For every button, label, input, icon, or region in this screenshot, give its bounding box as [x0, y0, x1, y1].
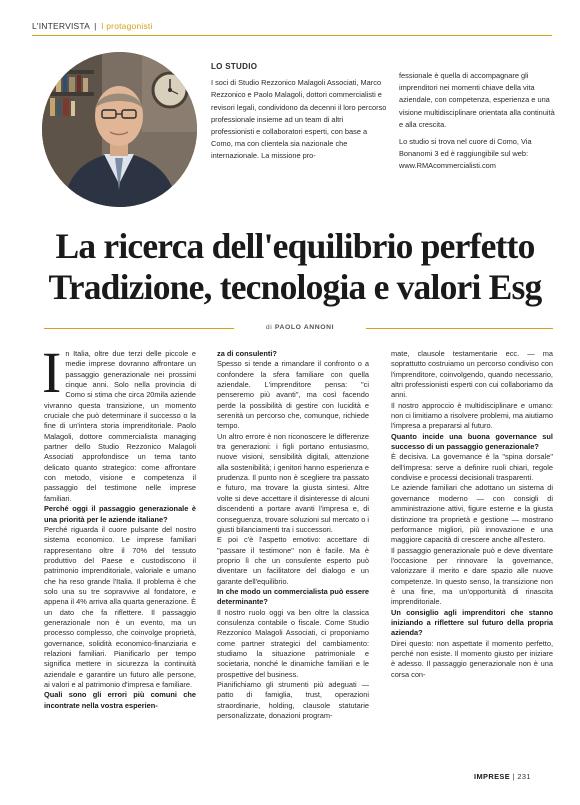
interview-answer: Il nostro approccio è multidisciplinare e umano: non ci limitiamo a risolvere problemi, ma aiutiamo l'impresa a prepararsi al futuro.	[391, 400, 553, 431]
article-column-2	[217, 349, 369, 721]
page-number: 231	[517, 772, 531, 781]
interview-question-continued: za di consulenti?	[217, 349, 277, 358]
interview-answer: Direi questo: non aspettate il momento perfetto, perché non esiste. Il momento giusto per iniziare è adesso. Il passaggio generazionale non è una corsa con-	[391, 638, 553, 679]
section-rule	[32, 35, 552, 36]
drop-cap: I	[42, 340, 62, 405]
section-label	[32, 21, 153, 31]
portrait-photo	[42, 52, 197, 207]
studio-box-text-1: I soci di Studio Rezzonico Malagoli Associati, Marco Rezzonico e Paolo Malagoli, dottori commercialisti e revisori legali, condividono da decenni il loro percorso professionale insieme ad un team di altri professionisti e collaboratori esperti, con base a Como, ma con clientela sia nazionale che internazionale. La missione pro-	[211, 78, 387, 161]
interview-answer: Pianifichiamo gli strumenti più adeguati — patto di famiglia, trust, operazioni straordinarie, holding, clausole statutarie personalizzate, donazioni program-	[217, 680, 369, 721]
interview-answer: È decisiva. La governance è la "spina dorsale" dell'impresa: serve a definire ruoli chiari, regole condivise e processi decisionali trasparenti.	[391, 452, 553, 483]
section-separator: |	[94, 21, 97, 31]
headline-line-2: Tradizione, tecnologia e valori Esg	[48, 267, 542, 307]
article-column-3	[391, 349, 553, 680]
interview-answer: Un altro errore è non riconoscere le differenze tra generazioni: i figli portano entusiasmo, nuove visioni, sensibilità digitali, attenzione alla sostenibilità; i genitori hanno esperienza e prudenza. Il punto non è scegliere tra passato e futuro, ma trovare la giusta sintesi. Altre volte si deve accettare il disinteresse di alcuni discendenti a portare avanti l'impresa e, di conseguenza, trovare soluzioni sul mercato o i giusti bilanciamenti tra i successori.	[217, 431, 369, 534]
studio-box-column-2	[399, 70, 559, 173]
interview-question: Quanto incide una buona governance sul successo di un passaggio generazionale?	[391, 431, 553, 452]
interview-answer: Perché riguarda il cuore pulsante del nostro sistema economico. Le imprese familiari rappresentano oltre il 70% del tessuto produttivo del Paese e custodiscono il patrimonio imprenditoriale, valoriale e umano che ha reso grande l'Italia. Il problema è che solo una su tre sopravvive al fondatore, e appena il 4% arriva alla quarta generazione. È un dato che fa riflettere. Il passaggio generazionale non è un evento, ma un processo complesso, che coinvolge proprietà, governance, solidità economico-finanziaria e relazioni familiari. Pianificarlo per tempo significa mettere in sicurezza la continuità aziendale e garantire un futuro alle persone, ai valori e al patrimonio d'impresa e familiare.	[44, 524, 196, 689]
byline-prefix: di	[265, 324, 273, 331]
byline-author: PAOLO ANNONI	[274, 324, 335, 331]
interview-answer: Il nostro ruolo oggi va ben oltre la classica consulenza contabile o fiscale. Come Studio Rezzonico Malagoli Associati, ci proponiamo come partner strategici del cambiamento: studiamo la situazione patrimoniale e societaria, nonché le dinamiche familiari e le prospettive del business.	[217, 607, 369, 679]
headline-line-1: La ricerca dell'equilibrio perfetto	[55, 226, 535, 266]
interview-answer: Il passaggio generazionale può e deve diventare l'occasione per rinnovare la governance, valorizzare il merito e dare spazio alle nuove competenze. In questo senso, la transizione non è una fine, ma un'opportunità di rinascita imprenditoriale.	[391, 545, 553, 607]
interview-question: Un consiglio agli imprenditori che stanno iniziando a riflettere sul futuro della propria azienda?	[391, 607, 553, 638]
interview-answer: mate, clausole testamentarie ecc. — ma soprattutto costruiamo un percorso condiviso con l'imprenditore, coinvolgendo, quando necessario, altri professionisti esperti con cui collaboriamo da anni.	[391, 349, 553, 400]
subsection-name: I protagonisti	[101, 21, 153, 31]
interview-question: Quali sono gli errori più comuni che incontrate nella vostra esperien-	[44, 690, 196, 710]
studio-box-text-3: Lo studio si trova nel cuore di Como, Via Bonanomi 3 ed è raggiungibile sul web: www.RMAcommercialisti.com	[399, 137, 532, 171]
interview-answer: E poi c'è l'aspetto emotivo: accettare di "passare il testimone" non è facile. Ma è proprio lì che un consulente esperto può diventare un facilitatore del dialogo e un garante dell'equilibrio.	[217, 535, 369, 586]
portrait-illustration	[42, 52, 197, 207]
footer-brand: IMPRESE	[474, 772, 511, 781]
studio-box-text-2: fessionale è quella di accompagnare gli imprenditori nei momenti chiave della vita aziendale, con competenza, esperienza e una visione multidisciplinare orientata alla continuità e alla crescita.	[399, 71, 555, 129]
byline	[230, 324, 370, 331]
headline	[30, 226, 560, 308]
footer-separator: |	[512, 772, 515, 781]
interview-question: Perché oggi il passaggio generazionale è una priorità per le aziende italiane?	[44, 504, 196, 524]
studio-box-title: LO STUDIO	[211, 62, 258, 71]
page-footer	[474, 772, 531, 781]
byline-rule-right	[366, 328, 553, 329]
byline-rule-left	[44, 328, 234, 329]
section-name: L'INTERVISTA	[32, 21, 90, 31]
interview-answer: Spesso si tende a rimandare il confronto o a confondere la sfera familiare con quella aziendale. L'imprenditore pensa: "ci penseremo più avanti", ma così facendo perde la possibilità di gestire con lucidità e serenità un percorso che, comunque, richiede tempo.	[217, 359, 369, 431]
intro-text: n Italia, oltre due terzi delle piccole e medie imprese dovranno affrontare un passaggio generazionale nei prossimi cinque anni. Solo nella provincia di Como si stima che circa 20mila aziende vivranno questa transizione, un momento cruciale che può determinare il successo o la fine di un'intera storia imprenditoriale. Paolo Malagoli, dottore commercialista managing partner dello Studio Rezzonico Malagoli Associati approfondisce un tema tanto delicato quanto strategico: come affrontare con metodo, visione e competenza il passaggio del testimone nelle imprese familiari.	[44, 349, 196, 503]
interview-question: In che modo un commercialista può essere determinante?	[217, 586, 369, 607]
studio-box-column-1	[211, 61, 387, 163]
article-paragraph	[42, 340, 196, 504]
article-column-1	[42, 340, 196, 711]
interview-answer: Le aziende familiari che adottano un sistema di governance moderno — con consigli di amministrazione attivi, figure esterne e la giusta distinzione tra proprietà e gestione — mostrano performance migliori, più innovazione e una maggiore capacità di crescere anche all'estero.	[391, 483, 553, 545]
